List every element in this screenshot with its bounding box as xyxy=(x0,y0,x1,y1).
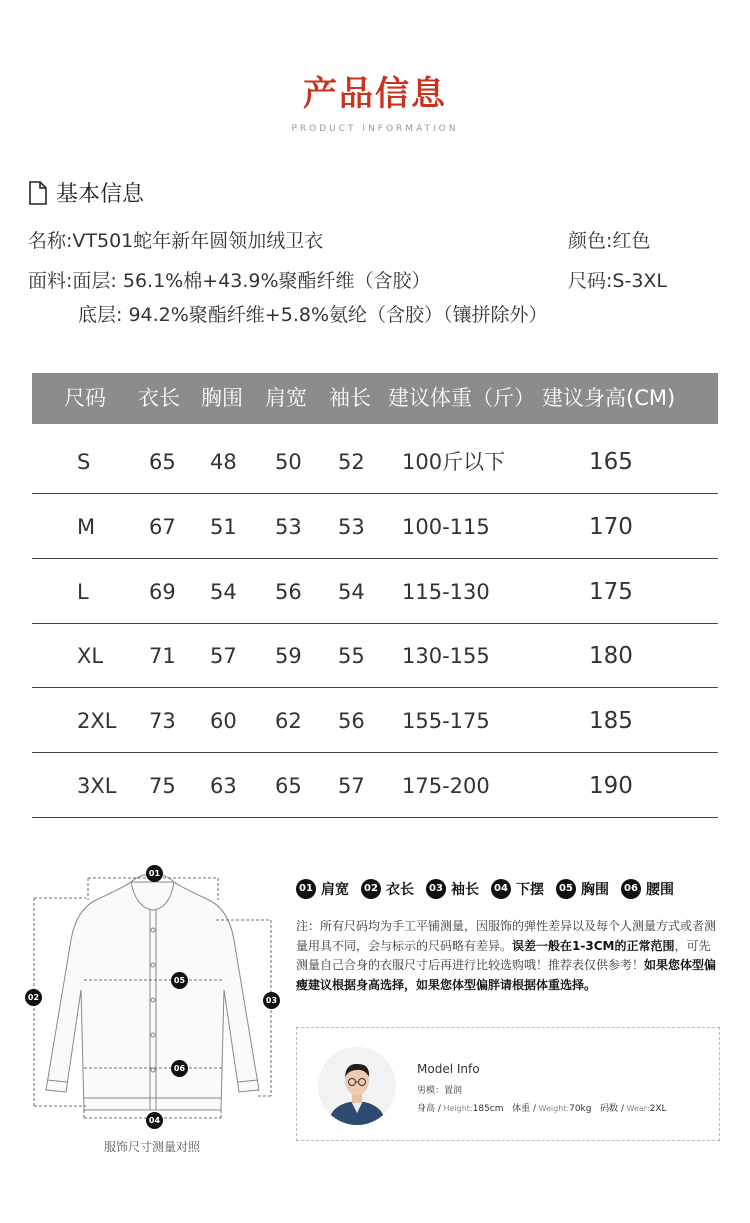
header-length: 衣长 xyxy=(138,386,180,410)
table-cell: 69 xyxy=(149,579,176,604)
name-value: VT501蛇年新年圆领加绒卫衣 xyxy=(72,230,324,252)
table-cell: 75 xyxy=(149,774,176,798)
size-table-header xyxy=(32,373,718,424)
table-cell: M xyxy=(77,514,96,539)
diagram-caption: 服饰尺寸测量对照 xyxy=(103,1140,200,1154)
table-cell: 175 xyxy=(589,578,633,605)
model-avatar xyxy=(318,1047,396,1125)
table-cell: 52 xyxy=(338,450,365,474)
legend-item: 03 袖长 xyxy=(426,879,479,899)
outer-label: 面层: xyxy=(72,270,117,292)
marker-waist: 06 xyxy=(171,1060,188,1077)
table-cell: 56 xyxy=(338,709,365,734)
page-subtitle: PRODUCT INFORMATION xyxy=(291,124,459,134)
inner-value: 94.2%聚酯纤维+5.8%氨纶（含胶）（镶拼除外） xyxy=(128,304,548,326)
table-cell: 165 xyxy=(589,449,633,475)
measurement-legend xyxy=(296,879,686,899)
table-cell: 54 xyxy=(210,579,237,604)
table-cell: 185 xyxy=(589,708,633,735)
outer-value: 56.1%棉+43.9%聚酯纤维（含胶） xyxy=(122,270,431,292)
model-info-card xyxy=(296,1027,720,1141)
table-cell: 100斤以下 xyxy=(402,450,506,474)
row-divider xyxy=(32,817,718,818)
legend-item: 01 肩宽 xyxy=(296,879,349,899)
legend-item: 04 下摆 xyxy=(491,879,544,899)
header-sleeve: 袖长 xyxy=(329,386,371,410)
header-size: 尺码 xyxy=(64,386,106,410)
basic-info-heading-text: 基本信息 xyxy=(56,182,145,207)
header-chest: 胸围 xyxy=(201,386,243,410)
table-cell: 170 xyxy=(589,513,633,540)
table-cell: 53 xyxy=(338,514,365,539)
table-cell: 55 xyxy=(338,644,365,669)
marker-shoulder: 01 xyxy=(146,865,163,882)
basic-info-heading xyxy=(28,177,144,208)
marker-chest: 05 xyxy=(171,972,188,989)
table-cell: 57 xyxy=(338,774,365,798)
name-label: 名称: xyxy=(28,230,73,252)
table-row xyxy=(32,495,718,559)
fabric-inner xyxy=(78,300,548,327)
table-cell: 71 xyxy=(149,644,176,669)
table-cell: 155-175 xyxy=(402,709,490,734)
fabric-outer xyxy=(28,266,431,293)
table-cell: 54 xyxy=(338,579,365,604)
table-cell: 57 xyxy=(210,644,237,669)
table-cell: 53 xyxy=(275,514,302,539)
size-value: S-3XL xyxy=(612,270,668,292)
table-cell: 62 xyxy=(275,709,302,734)
shirt-diagram xyxy=(26,860,286,1130)
product-size-range xyxy=(568,266,667,293)
table-cell: 56 xyxy=(275,579,302,604)
table-cell: 65 xyxy=(275,774,302,798)
table-cell: 51 xyxy=(210,514,237,539)
table-cell: 73 xyxy=(149,709,176,734)
table-row xyxy=(32,624,718,688)
color-value: 红色 xyxy=(612,230,651,252)
product-name xyxy=(28,226,323,253)
table-cell: 190 xyxy=(589,773,633,799)
table-cell: 59 xyxy=(275,644,302,669)
page-title: 产品信息 xyxy=(303,74,447,114)
table-cell: 67 xyxy=(149,514,176,539)
table-cell: S xyxy=(77,450,91,474)
table-row xyxy=(32,754,718,818)
measurement-note: 注：所有尺码均为手工平铺测量，因服饰的弹性差异以及每个人测量方式或者测量用具不同，会与标示的尺码略有差异。误差一般在1-3CM的正常范围，可先测量自己合身的衣服尺寸后再进行比较选购哦！推荐表仅供参考！如果您体型偏瘦建议根据身高选择，如果您体型偏胖请根据体重选择。 xyxy=(296,919,717,992)
table-cell: 65 xyxy=(149,450,176,474)
table-cell: 2XL xyxy=(77,709,117,734)
inner-label: 底层: xyxy=(78,304,123,326)
size-label: 尺码: xyxy=(568,270,613,292)
table-row xyxy=(32,689,718,753)
document-icon xyxy=(28,181,48,205)
color-label: 颜色: xyxy=(568,230,613,252)
table-cell: 63 xyxy=(210,774,237,798)
header-weight: 建议体重（斤） xyxy=(388,386,535,410)
table-row xyxy=(32,560,718,624)
fabric-label: 面料: xyxy=(28,270,73,292)
table-cell: 130-155 xyxy=(402,644,490,669)
table-cell: 48 xyxy=(210,450,237,474)
model-info-title: Model Info xyxy=(417,1062,480,1076)
table-cell: XL xyxy=(77,644,104,669)
table-cell: 3XL xyxy=(77,774,117,798)
header-shoulder: 肩宽 xyxy=(265,386,307,410)
marker-hem: 04 xyxy=(146,1112,163,1129)
table-cell: 60 xyxy=(210,709,237,734)
table-cell: 100-115 xyxy=(402,514,490,539)
header-height: 建议身高(CM) xyxy=(542,386,676,410)
table-cell: L xyxy=(77,579,89,604)
table-cell: 180 xyxy=(589,643,633,670)
table-cell: 115-130 xyxy=(402,579,490,604)
model-name: 男模：置润 xyxy=(417,1086,463,1096)
legend-item: 05 胸围 xyxy=(556,879,609,899)
table-cell: 50 xyxy=(275,450,302,474)
product-color xyxy=(568,226,650,253)
legend-item: 02 衣长 xyxy=(361,879,414,899)
marker-length: 02 xyxy=(25,989,42,1006)
model-stats: 身高 / Height:185cm 体重 / Weight:70kg 码数 / Wear:2XL xyxy=(417,1104,667,1114)
table-cell: 175-200 xyxy=(402,774,490,798)
legend-item: 06 腰围 xyxy=(621,879,674,899)
table-row xyxy=(32,430,718,494)
marker-sleeve: 03 xyxy=(263,992,280,1009)
